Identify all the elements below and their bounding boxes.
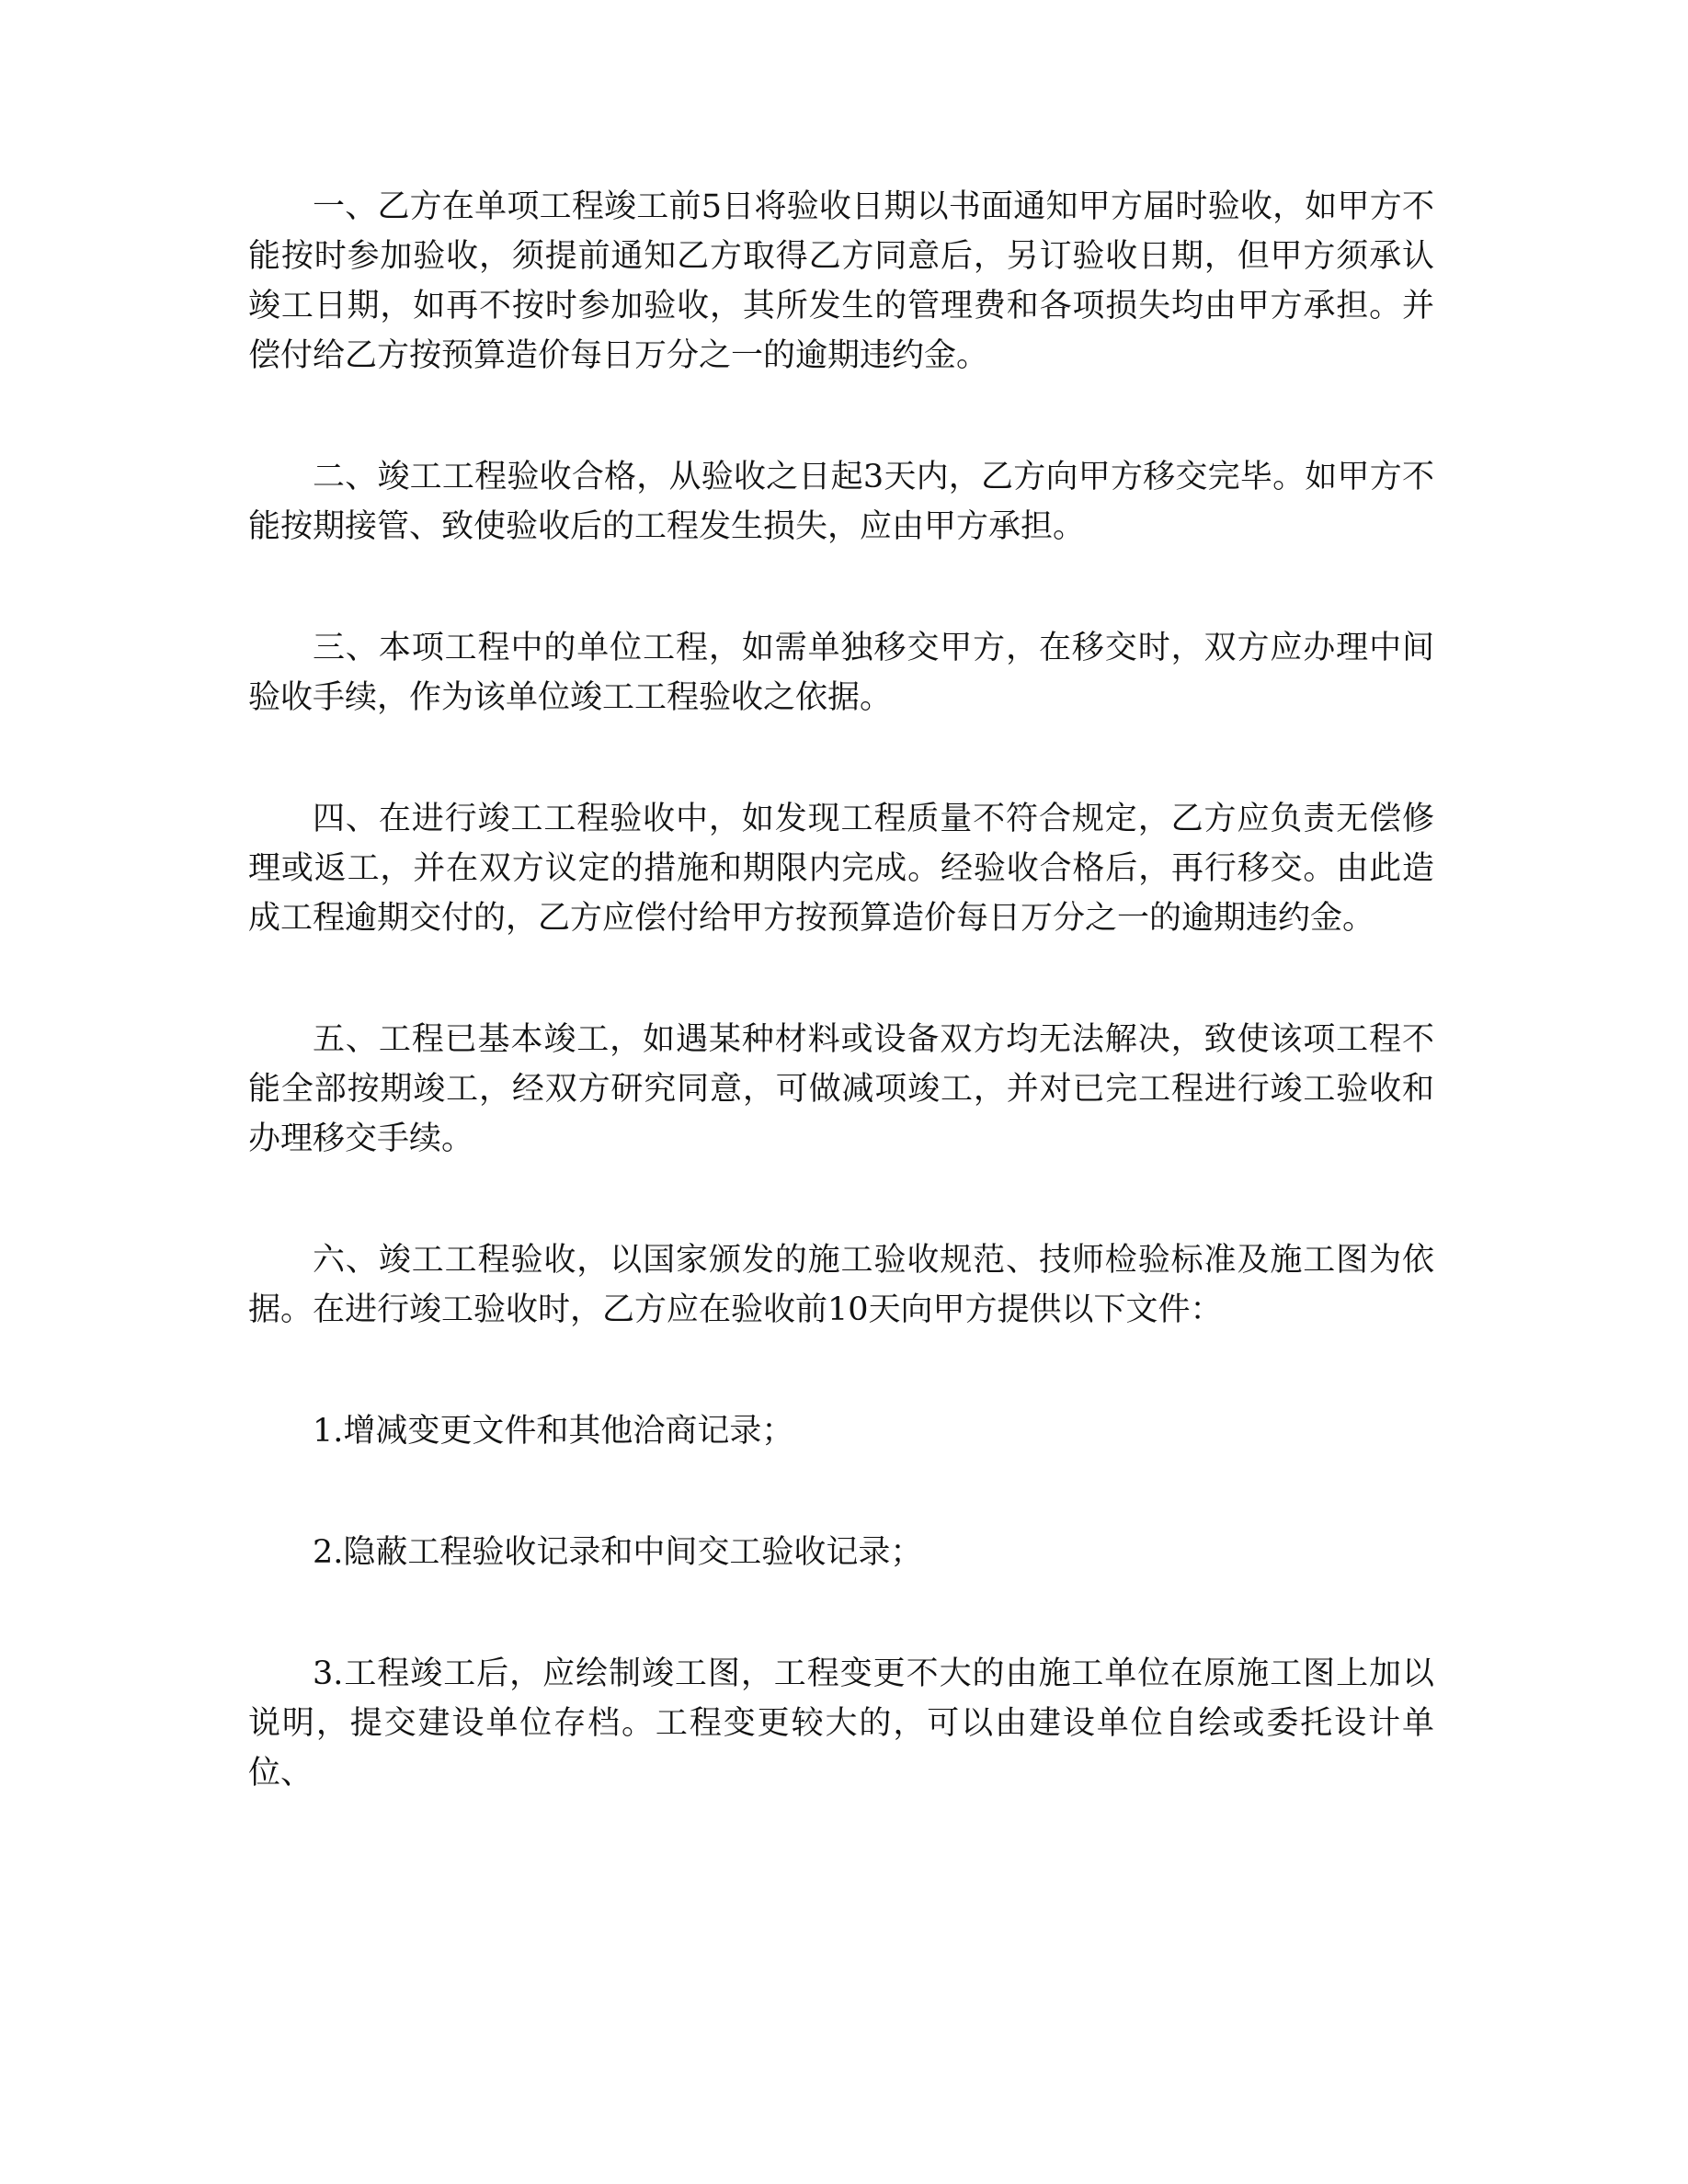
clause-2-paragraph: 二、竣工工程验收合格，从验收之日起3天内，乙方向甲方移交完毕。如甲方不能按期接管、致使验收后的工程发生损失，应由甲方承担。	[248, 459, 1434, 545]
list-item-3: 3.工程竣工后，应绘制竣工图，工程变更不大的由施工单位在原施工图上加以说明，提交建设单位存档。工程变更较大的，可以由建设单位自绘或委托设计单位、	[248, 1655, 1434, 1792]
clause-5-paragraph: 五、工程已基本竣工，如遇某种材料或设备双方均无法解决，致使该项工程不能全部按期竣工，经双方研究同意，可做减项竣工，并对已完工程进行竣工验收和办理移交手续。	[248, 1021, 1434, 1157]
clause-4-paragraph: 四、在进行竣工工程验收中，如发现工程质量不符合规定，乙方应负责无偿修理或返工，并在双方议定的措施和期限内完成。经验收合格后，再行移交。由此造成工程逾期交付的，乙方应偿付给甲方按预算造价每日万分之一的逾期违约金。	[248, 801, 1434, 937]
list-item-1: 1.增减变更文件和其他洽商记录；	[313, 1413, 794, 1450]
document-body	[248, 182, 1434, 1798]
clause-6-paragraph: 六、竣工工程验收，以国家颁发的施工验收规范、技师检验标准及施工图为依据。在进行竣工验收时，乙方应在验收前10天向甲方提供以下文件：	[248, 1242, 1434, 1328]
clause-1-paragraph: 一、乙方在单项工程竣工前5日将验收日期以书面通知甲方届时验收，如甲方不能按时参加验收，须提前通知乙方取得乙方同意后，另订验收日期，但甲方须承认竣工日期，如再不按时参加验收，其所发生的管理费和各项损失均由甲方承担。并偿付给乙方按预算造价每日万分之一的逾期违约金。	[248, 188, 1434, 374]
clause-3-paragraph: 三、本项工程中的单位工程，如需单独移交甲方，在移交时，双方应办理中间验收手续，作为该单位竣工工程验收之依据。	[248, 630, 1434, 716]
list-item-2: 2.隐蔽工程验收记录和中间交工验收记录；	[313, 1534, 923, 1571]
